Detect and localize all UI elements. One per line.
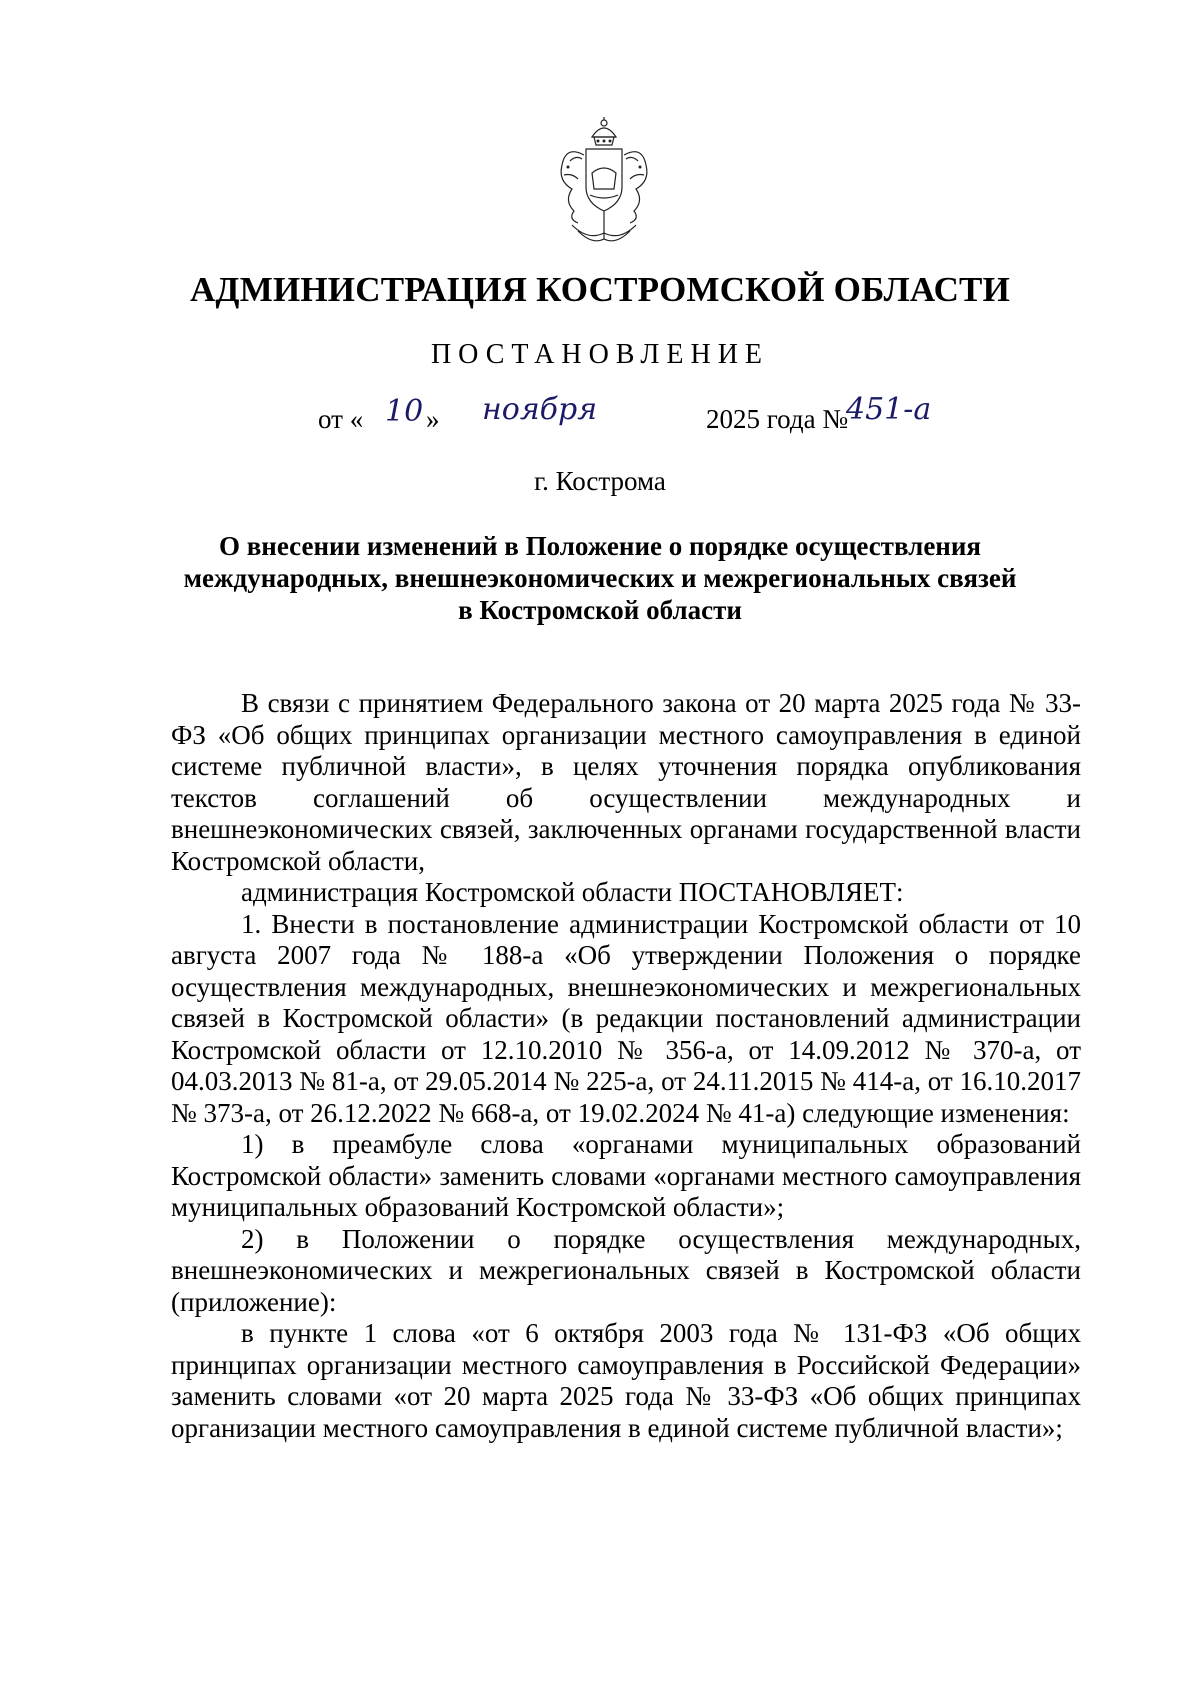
handwritten-document-number: 451-а — [846, 392, 932, 427]
organization-name: АДМИНИСТРАЦИЯ КОСТРОМСКОЙ ОБЛАСТИ — [189, 270, 1011, 309]
handwritten-month: ноября — [482, 392, 598, 427]
handwritten-day: 10 — [385, 394, 424, 429]
document-title — [150, 530, 1050, 626]
document-body — [171, 688, 1081, 1444]
date-close-quote: » — [426, 404, 440, 434]
body-paragraph: администрация Костромской области ПОСТАНОВЛЯЕТ: — [241, 877, 904, 907]
body-paragraph: 1) в преамбуле слова «органами муниципальных образований Костромской области» заменить словами «органами местного самоуправления муниципальных образований Костромской области»; — [171, 1129, 1081, 1222]
coat-of-arms-emblem — [548, 115, 660, 247]
date-prefix: от « — [318, 404, 364, 434]
date-year-number-label: 2025 года № — [706, 404, 849, 434]
title-line: О внесении изменений в Положение о порядке осуществления — [218, 531, 982, 561]
document-type: ПОСТАНОВЛЕНИЕ — [430, 339, 770, 370]
body-paragraph: 1. Внести в постановление администрации Костромской области от 10 августа 2007 года № 188-а «Об утверждении Положения о порядке осуществления международных, внешнеэкономических и межрегиональных связей в Костромской области» (в редакции постановлений администрации Костромской области от 12.10.2010 № 356-а, от 14.09.2012 № 370-а, от 04.03.2013 № 81-а, от 29.05.2014 № 225-а, от 24.11.2015 № 414-а, от 16.10.2017 № 373-а, от 26.12.2022 № 668-а, от 19.02.2024 № 41-а) следующие изменения: — [171, 908, 1081, 1128]
body-paragraph: в пункте 1 слова «от 6 октября 2003 года № 131-ФЗ «Об общих принципах организации местного самоуправления в Российской Федерации» заменить словами «от 20 марта 2025 года № 33-ФЗ «Об общих принципах организации местного самоуправления в единой системе публичной власти»; — [171, 1318, 1081, 1443]
title-line: международных, внешнеэкономических и межрегиональных связей — [183, 563, 1017, 593]
body-paragraph: В связи с принятием Федерального закона от 20 марта 2025 года № 33-ФЗ «Об общих принципах организации местного самоуправления в единой системе публичной власти», в целях уточнения порядка опубликования текстов соглашений об осуществлении международных и внешнеэкономических связей, заключенных органами государственной власти Костромской области, — [171, 688, 1081, 876]
date-line — [0, 392, 1200, 450]
city: г. Кострома — [534, 466, 666, 496]
title-line: в Костромской области — [458, 595, 742, 625]
body-paragraph: 2) в Положении о порядке осуществления международных, внешнеэкономических и межрегиональных связей в Костромской области (приложение): — [171, 1223, 1081, 1317]
